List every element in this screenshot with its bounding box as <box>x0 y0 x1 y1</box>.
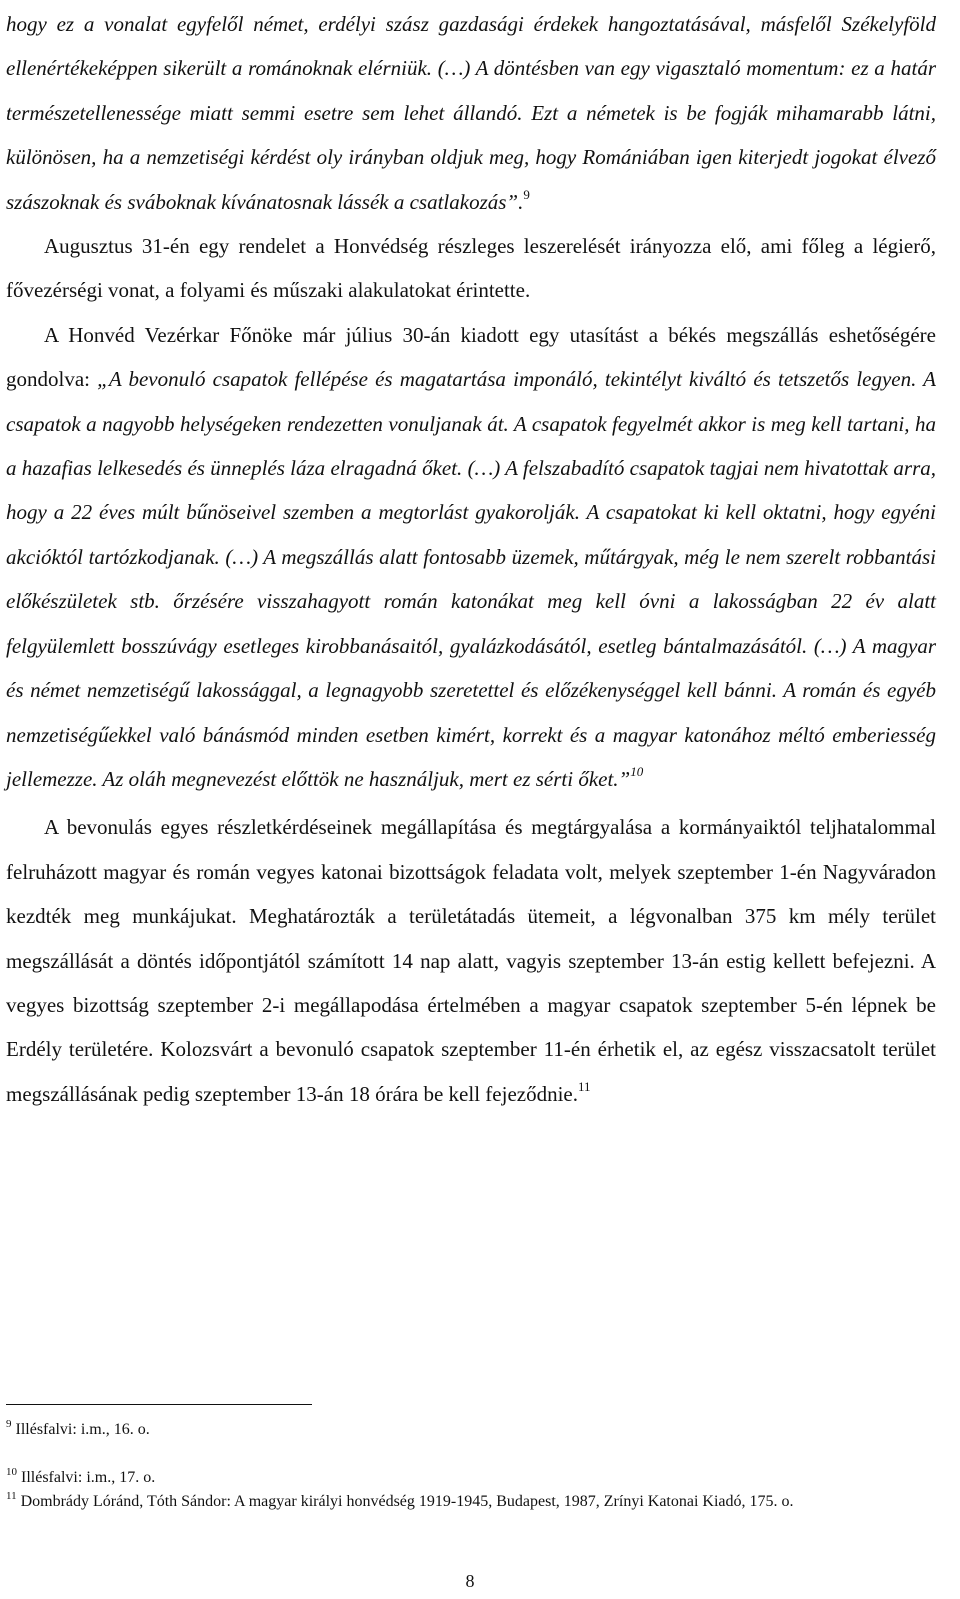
document-page <box>6 0 936 1116</box>
footnote-ref-10[interactable]: 10 <box>630 763 644 779</box>
footnote-9-number: 9 <box>6 1417 12 1430</box>
footnote-ref-11[interactable]: 11 <box>578 1078 591 1094</box>
footnote-ref-9[interactable]: 9 <box>523 186 530 202</box>
footnote-10 <box>6 1466 926 1490</box>
footnote-10-number: 10 <box>6 1465 17 1478</box>
paragraph-1-quote: hogy ez a vonalat egyfelől német, erdélyi szász gazdasági érdekek hangoztatásával, másfelől Székelyföld ellenértékeképpen sikerült a románoknak elérniük. (…) A döntésben van egy vigasztaló momentum: ez a határ természetellenessége miatt semmi esetre sem lehet állandó. Ezt a németek is be fogják mihamarabb látni, különösen, ha a nemzetiségi kérdést oly irányban oldjuk meg, hogy Romániában igen kiterjedt jogokat élvező szászoknak és sváboknak kívánatosnak lássék a csatlakozás”. <box>6 12 936 214</box>
footnote-11 <box>6 1490 926 1514</box>
paragraph-1 <box>6 2 936 224</box>
paragraph-2-text: Augusztus 31-én egy rendelet a Honvédség részleges leszerelését irányozza elő, ami főleg a légierő, fővezérségi vonat, a folyami és műszaki alakulatokat érintette. <box>6 234 936 303</box>
paragraph-3 <box>6 313 936 801</box>
paragraph-3-quote: „A bevonuló csapatok fellépése és magatartása imponáló, tekintélyt kiváltó és tetszetős legyen. A csapatok a nagyobb helységeken rendezetten vonuljanak át. A csapatok fegyelmét akkor is meg kell tartani, ha a hazafias lelkesedés és ünneplés láza elragadná őket. (…) A felszabadító csapatok tagjai nem hivatottak arra, hogy a 22 éves múlt bűnöseivel szemben a megtorlást gyakorolják. A csapatokat ki kell oktatni, hogy egyéni akcióktól tartózkodjanak. (…) A megszállás alatt fontosabb üzemek, műtárgyak, még le nem szerelt robbantási előkészületek stb. őrzésére visszahagyott román katonákat meg kell óvni a lakosságban 22 év alatt felgyülemlett bosszúvágy esetleges kirobbanásaitól, gyalázkodásától, esetleg bántalmazásától. (…) A magyar és német nemzetiségű lakossággal, a legnagyobb szeretettel és előzékenységgel kell bánni. A román és egyéb nemzetiségűekkel való bánásmód minden esetben kimért, korrekt és a magyar katonához méltó emberiesség jellemezze. Az oláh megnevezést előttök ne használjuk, mert ez sérti őket.” <box>6 367 936 791</box>
footnote-separator <box>6 1404 312 1405</box>
paragraph-4 <box>6 805 936 1116</box>
footnote-9 <box>6 1418 926 1442</box>
footnote-10-text: Illésfalvi: i.m., 17. o. <box>21 1469 156 1486</box>
footnote-9-text: Illésfalvi: i.m., 16. o. <box>15 1421 150 1438</box>
paragraph-4-text: A bevonulás egyes részletkérdéseinek megállapítása és megtárgyalása a kormányaiktól teljhatalommal felruházott magyar és román vegyes katonai bizottságok feladata volt, melyek szeptember 1-én Nagyváradon kezdték meg munkájukat. Meghatározták a területátadás ütemeit, a légvonalban 375 km mély terület megszállását a döntés időpontjától számított 14 nap alatt, vagyis szeptember 13-án estig kellett befejezni. A vegyes bizottság szeptember 2-i megállapodása értelmében a magyar csapatok szeptember 5-én lépnek be Erdély területére. Kolozsvárt a bevonuló csapatok szeptember 11-én érhetik el, az egész visszacsatolt terület megszállásának pedig szeptember 13-án 18 órára be kell fejeződnie. <box>6 815 936 1106</box>
footnote-11-number: 11 <box>6 1489 17 1502</box>
paragraph-2 <box>6 224 936 313</box>
paragraph-3-lead: A Honvéd Vezérkar Főnöke már július 30-án kiadott egy utasítást a békés megszállás eshetőségére gondolva: <box>6 322 936 392</box>
footnote-11-text: Dombrády Lóránd, Tóth Sándor: A magyar királyi honvédség 1919-1945, Budapest, 1987, Zrínyi Katonai Kiadó, 175. o. <box>20 1493 794 1510</box>
page-number: 8 <box>465 1571 475 1591</box>
